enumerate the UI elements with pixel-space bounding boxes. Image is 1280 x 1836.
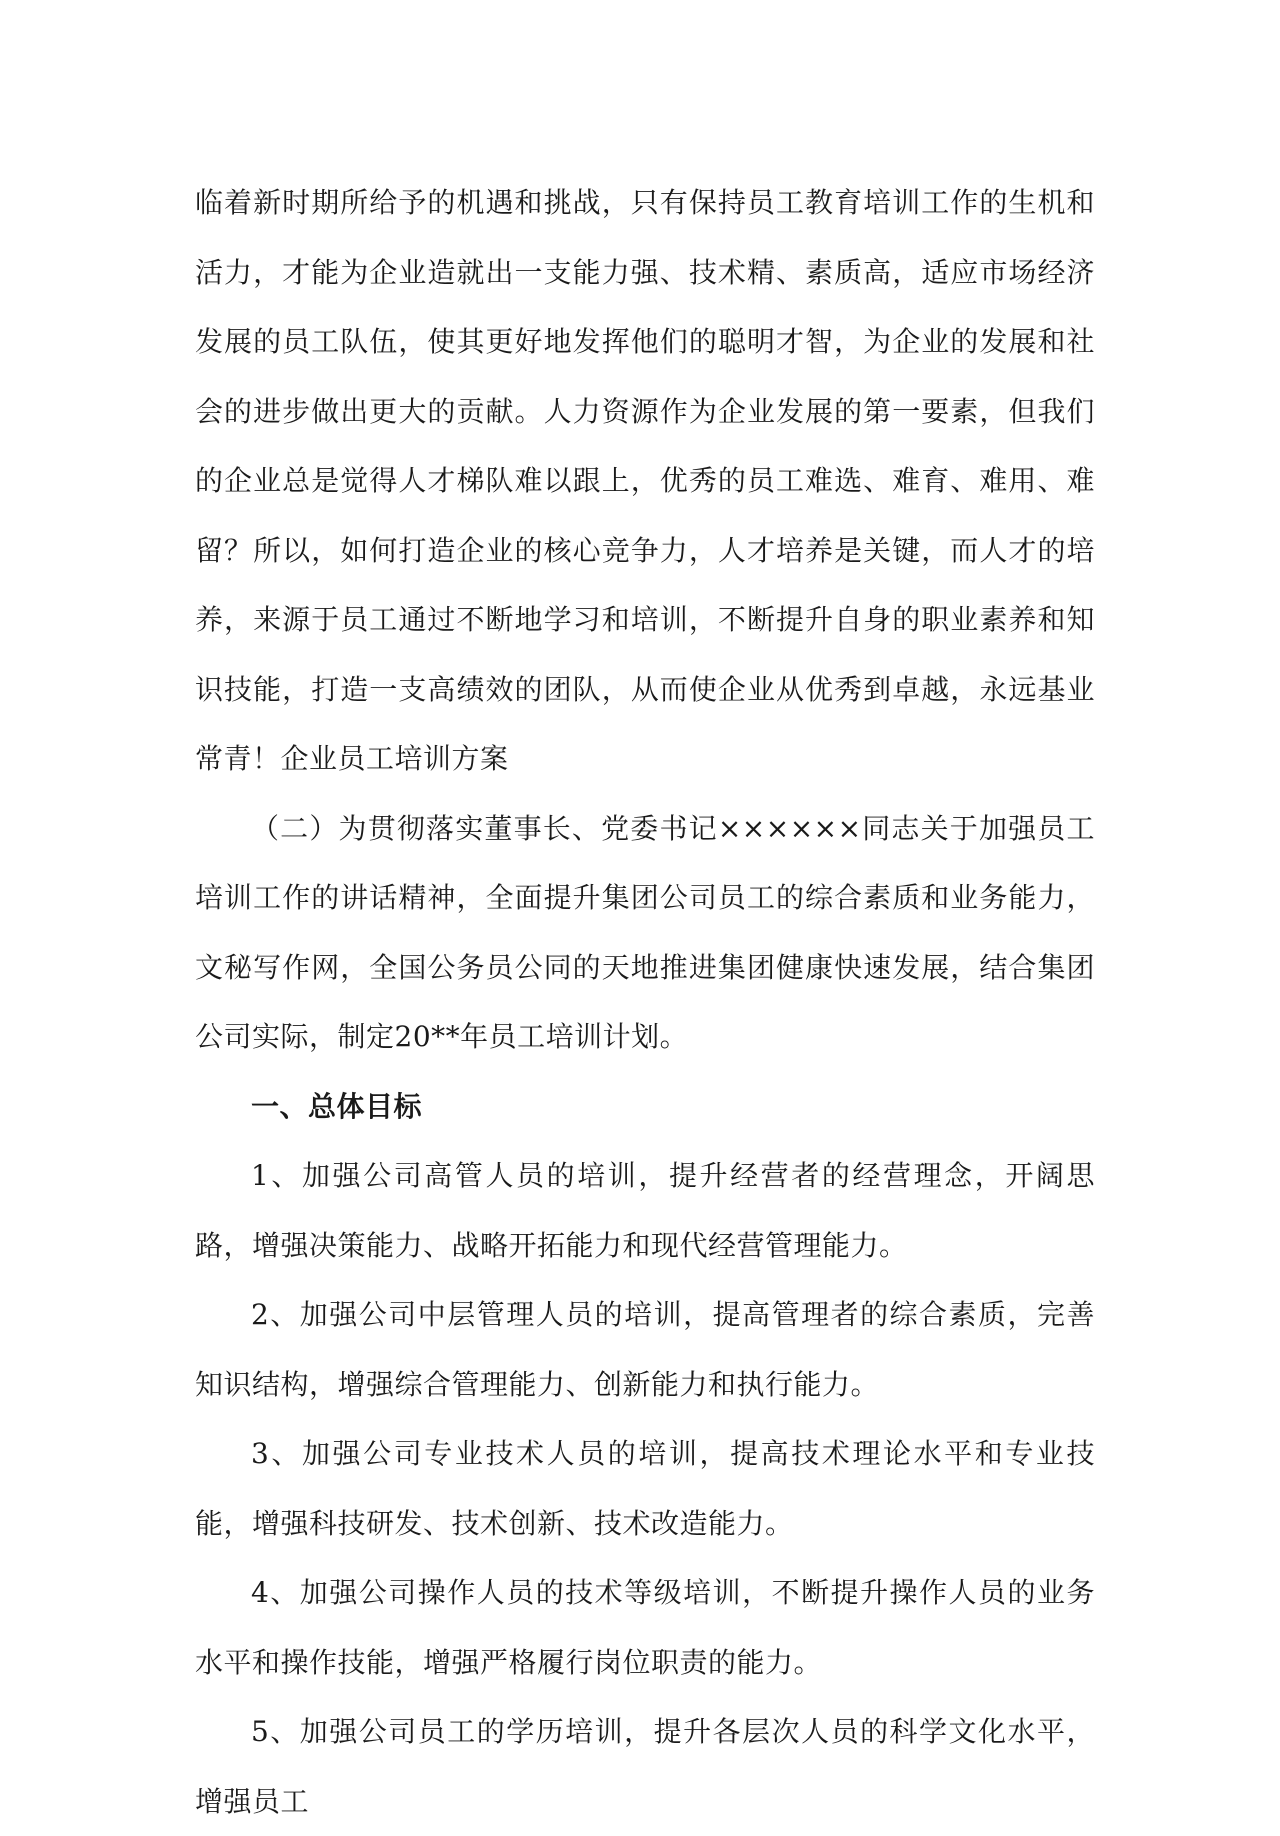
goal-item-1: 1、加强公司高管人员的培训，提升经营者的经营理念，开阔思路，增强决策能力、战略开拓能力和现代经营管理能力。 bbox=[195, 1159, 1095, 1262]
intro-paragraph: 临着新时期所给予的机遇和挑战，只有保持员工教育培训工作的生机和活力，才能为企业造就出一支能力强、技术精、素质高，适应市场经济发展的员工队伍，使其更好地发挥他们的聪明才智，为企业的发展和社会的进步做出更大的贡献。人力资源作为企业发展的第一要素，但我们的企业总是觉得人才梯队难以跟上，优秀的员工难选、难育、难用、难留？所以，如何打造企业的核心竞争力，人才培养是关键，而人才的培养，来源于员工通过不断地学习和培训，不断提升自身的职业素养和知识技能，打造一支高绩效的团队，从而使企业从优秀到卓越，永远基业常青！企业员工培训方案 bbox=[195, 186, 1095, 775]
document-page bbox=[195, 168, 1095, 1836]
goal-item-2: 2、加强公司中层管理人员的培训，提高管理者的综合素质，完善知识结构，增强综合管理能力、创新能力和执行能力。 bbox=[195, 1298, 1095, 1401]
plan-purpose-paragraph: （二）为贯彻落实董事长、党委书记××××××同志关于加强员工培训工作的讲话精神，全面提升集团公司员工的综合素质和业务能力，文秘写作网，全国公务员公同的天地推进集团健康快速发展，结合集团公司实际，制定20**年员工培训计划。 bbox=[195, 811, 1095, 1053]
section-heading: 一、总体目标 bbox=[251, 1089, 423, 1123]
goal-item-5: 5、加强公司员工的学历培训，提升各层次人员的科学文化水平，增强员工 bbox=[195, 1715, 1095, 1818]
goal-item-4: 4、加强公司操作人员的技术等级培训，不断提升操作人员的业务水平和操作技能，增强严格履行岗位职责的能力。 bbox=[195, 1576, 1095, 1679]
goal-item-3: 3、加强公司专业技术人员的培训，提高技术理论水平和专业技能，增强科技研发、技术创新、技术改造能力。 bbox=[195, 1437, 1095, 1540]
